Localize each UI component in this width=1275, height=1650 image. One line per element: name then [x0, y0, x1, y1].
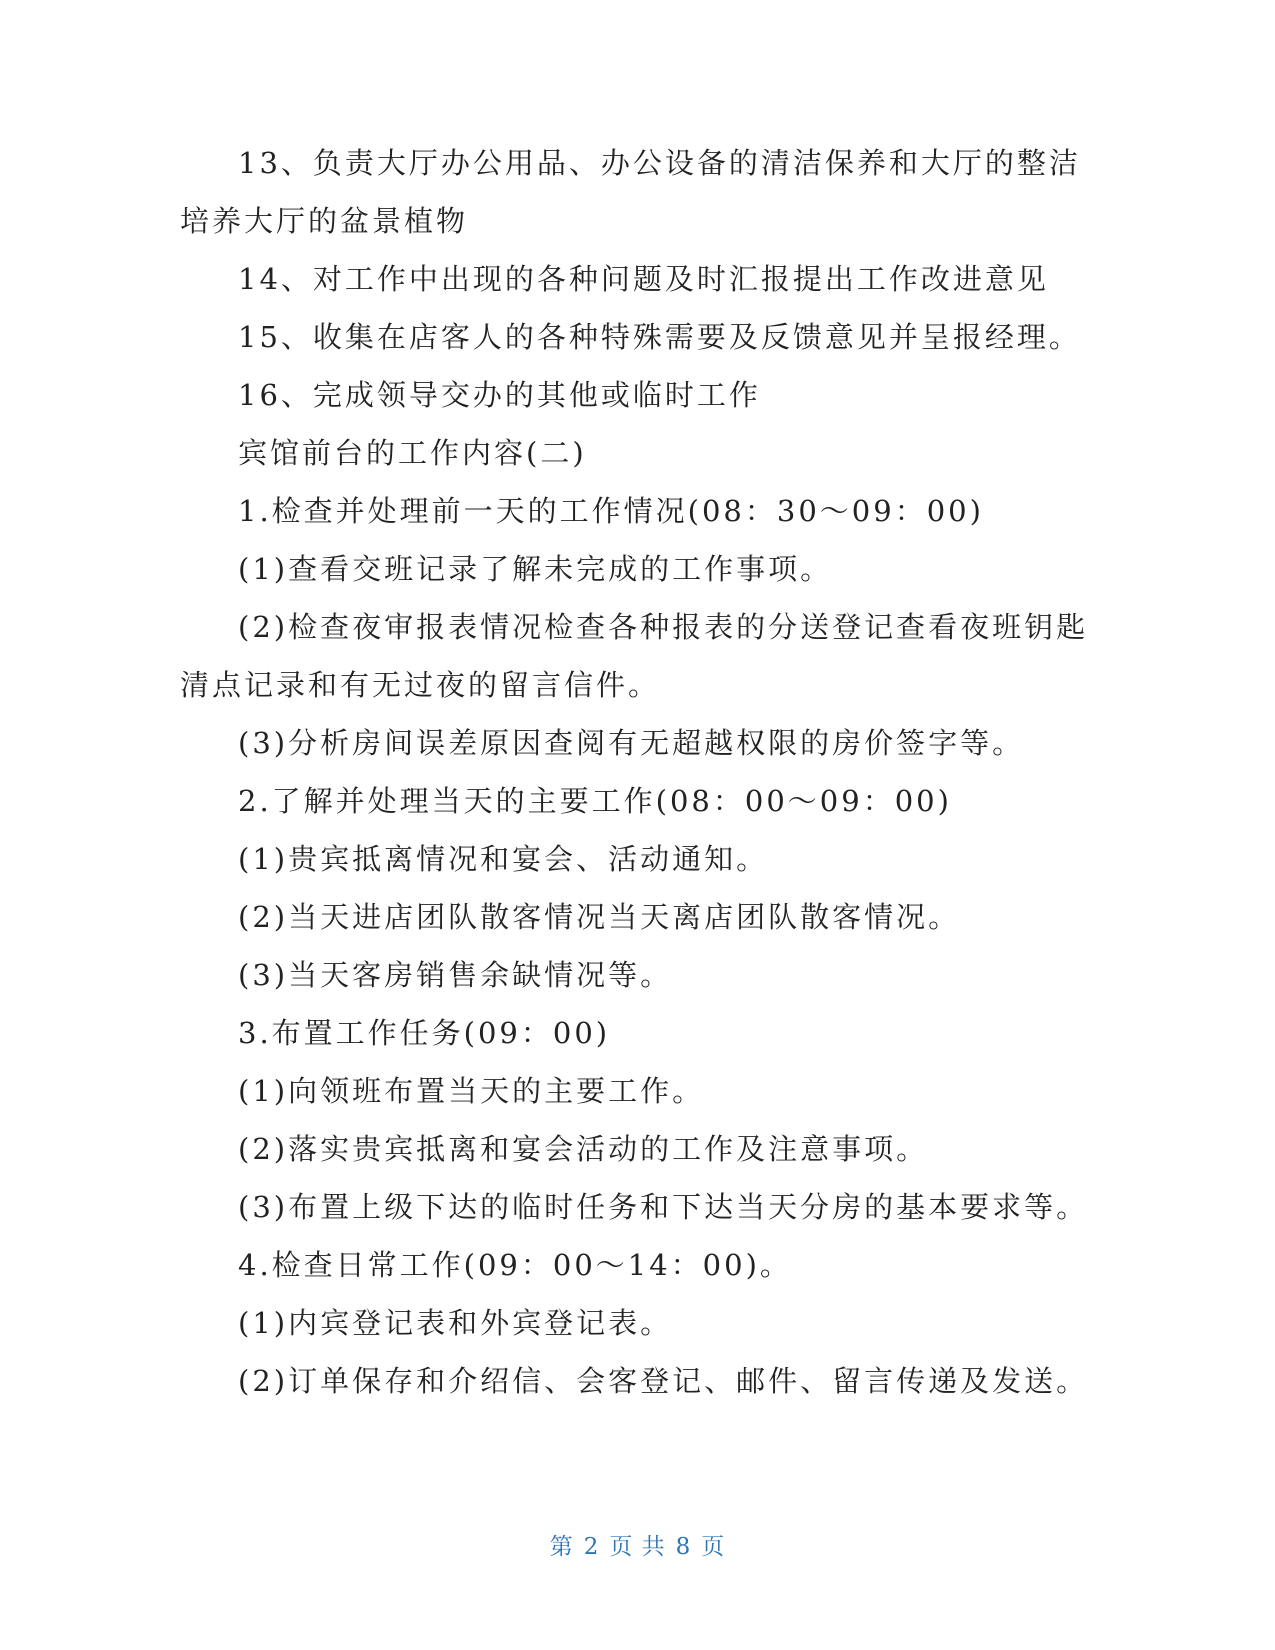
paragraph-item-14: 14、对工作中出现的各种问题及时汇报提出工作改进意见 — [238, 262, 1049, 296]
step-2-heading: 2.了解并处理当天的主要工作(08：00～09：00) — [238, 784, 952, 818]
step-3-item-2: (2)落实贵宾抵离和宴会活动的工作及注意事项。 — [238, 1132, 929, 1166]
paragraph-item-13-continued: 培养大厅的盆景植物 — [180, 204, 469, 238]
step-1-item-3: (3)分析房间误差原因查阅有无超越权限的房价签字等。 — [238, 726, 1025, 760]
paragraph-item-16: 16、完成领导交办的其他或临时工作 — [238, 378, 761, 412]
footer-label-middle: 页 共 — [609, 1534, 666, 1560]
step-4-heading: 4.检查日常工作(09：00～14：00)。 — [238, 1248, 792, 1282]
step-1-item-2: (2)检查夜审报表情况检查各种报表的分送登记查看夜班钥匙 — [238, 610, 1089, 644]
footer-label-suffix: 页 — [701, 1534, 726, 1560]
step-2-item-2: (2)当天进店团队散客情况当天离店团队散客情况。 — [238, 900, 961, 934]
step-2-item-1: (1)贵宾抵离情况和宴会、活动通知。 — [238, 842, 769, 876]
step-3-item-1: (1)向领班布置当天的主要工作。 — [238, 1074, 705, 1108]
paragraph-item-15: 15、收集在店客人的各种特殊需要及反馈意见并呈报经理。 — [238, 320, 1081, 354]
current-page-number: 2 — [583, 1534, 600, 1560]
step-3-heading: 3.布置工作任务(09：00) — [238, 1016, 611, 1050]
step-4-item-1: (1)内宾登记表和外宾登记表。 — [238, 1306, 673, 1340]
page-footer — [0, 1532, 1275, 1562]
step-1-heading: 1.检查并处理前一天的工作情况(08：30～09：00) — [238, 494, 984, 528]
step-2-item-3: (3)当天客房销售余缺情况等。 — [238, 958, 673, 992]
step-3-item-3: (3)布置上级下达的临时任务和下达当天分房的基本要求等。 — [238, 1190, 1089, 1224]
total-pages-number: 8 — [675, 1534, 692, 1560]
step-1-item-1: (1)查看交班记录了解未完成的工作事项。 — [238, 552, 833, 586]
section-heading: 宾馆前台的工作内容(二) — [238, 436, 587, 470]
footer-label-prefix: 第 — [549, 1534, 574, 1560]
step-4-item-2: (2)订单保存和介绍信、会客登记、邮件、留言传递及发送。 — [238, 1364, 1089, 1398]
paragraph-item-13: 13、负责大厅办公用品、办公设备的清洁保养和大厅的整洁 — [238, 146, 1081, 180]
step-1-item-2-continued: 清点记录和有无过夜的留言信件。 — [180, 668, 661, 702]
